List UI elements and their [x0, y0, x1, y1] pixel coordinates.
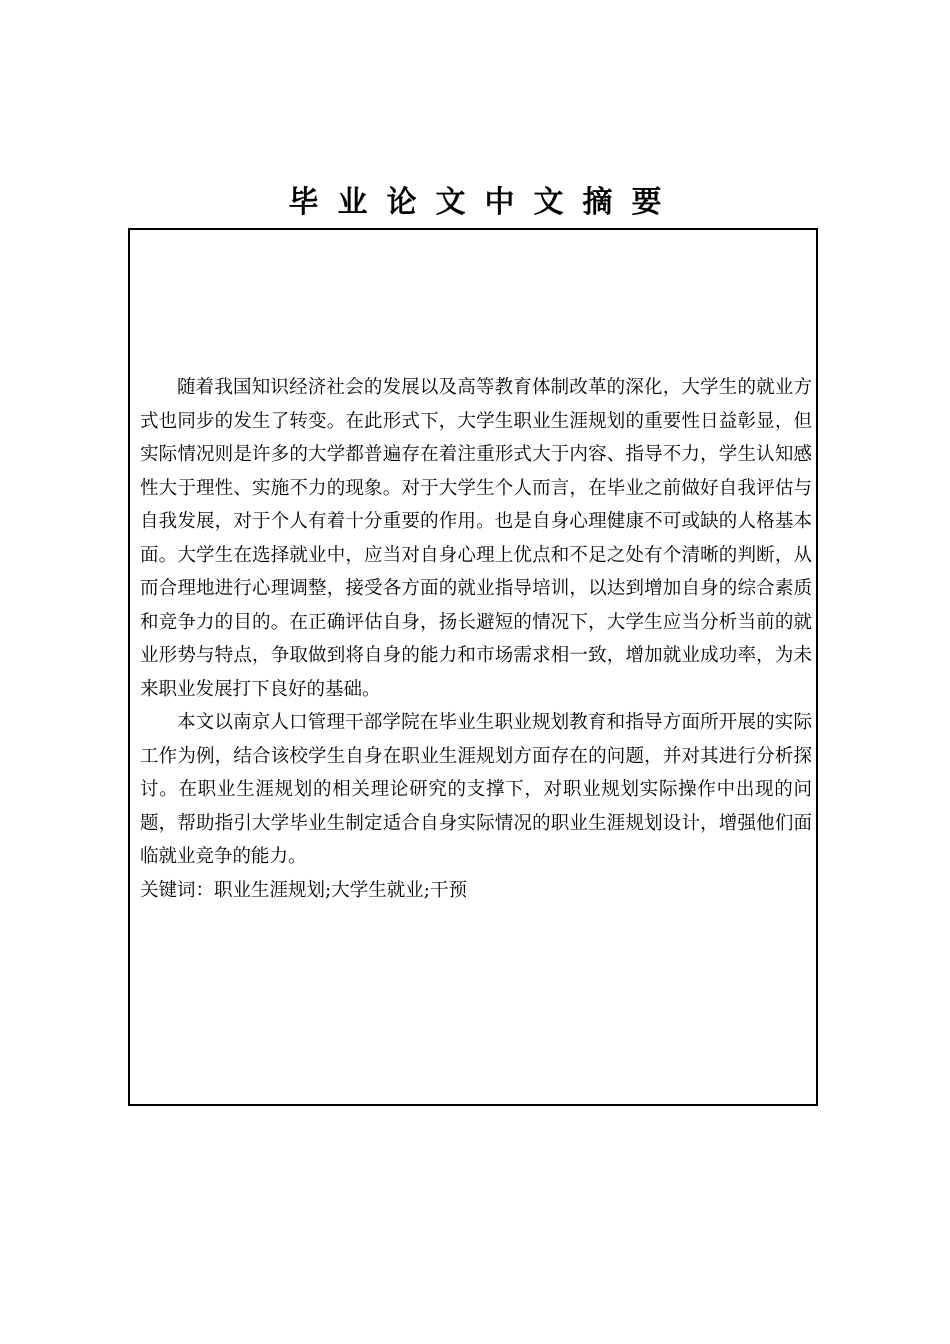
keywords-line: 关键词：职业生涯规划;大学生就业;干预: [140, 879, 467, 901]
abstract-paragraph-2: 本文以南京人口管理干部学院在毕业生职业规划教育和指导方面所开展的实际工作为例，结合该校学生自身在职业生涯规划方面存在的问题，并对其进行分析探讨。在职业生涯规划的相关理论研究的支撑下，对职业规划实际操作中出现的问题，帮助指引大学毕业生制定适合自身实际情况的职业生涯规划设计，增强他们面临就业竞争的能力。: [140, 712, 812, 867]
page-title: 毕业论文中文摘要: [288, 185, 681, 220]
abstract-box: [128, 228, 818, 1106]
abstract-body: [140, 371, 812, 907]
abstract-paragraph-1: 随着我国知识经济社会的发展以及高等教育体制改革的深化，大学生的就业方式也同步的发生了转变。在此形式下，大学生职业生涯规划的重要性日益彰显，但实际情况则是许多的大学都普遍存在着注重形式大于内容、指导不力，学生认知感性大于理性、实施不力的现象。对于大学生个人而言，在毕业之前做好自我评估与自我发展，对于个人有着十分重要的作用。也是自身心理健康不可或缺的人格基本面。大学生在选择就业中，应当对自身心理上优点和不足之处有个清晰的判断，从而合理地进行心理调整，接受各方面的就业指导培训，以达到增加自身的综合素质和竞争力的目的。在正确评估自身，扬长避短的情况下，大学生应当分析当前的就业形势与特点，争取做到将自身的能力和市场需求相一致，增加就业成功率，为未来职业发展打下良好的基础。: [140, 377, 812, 700]
